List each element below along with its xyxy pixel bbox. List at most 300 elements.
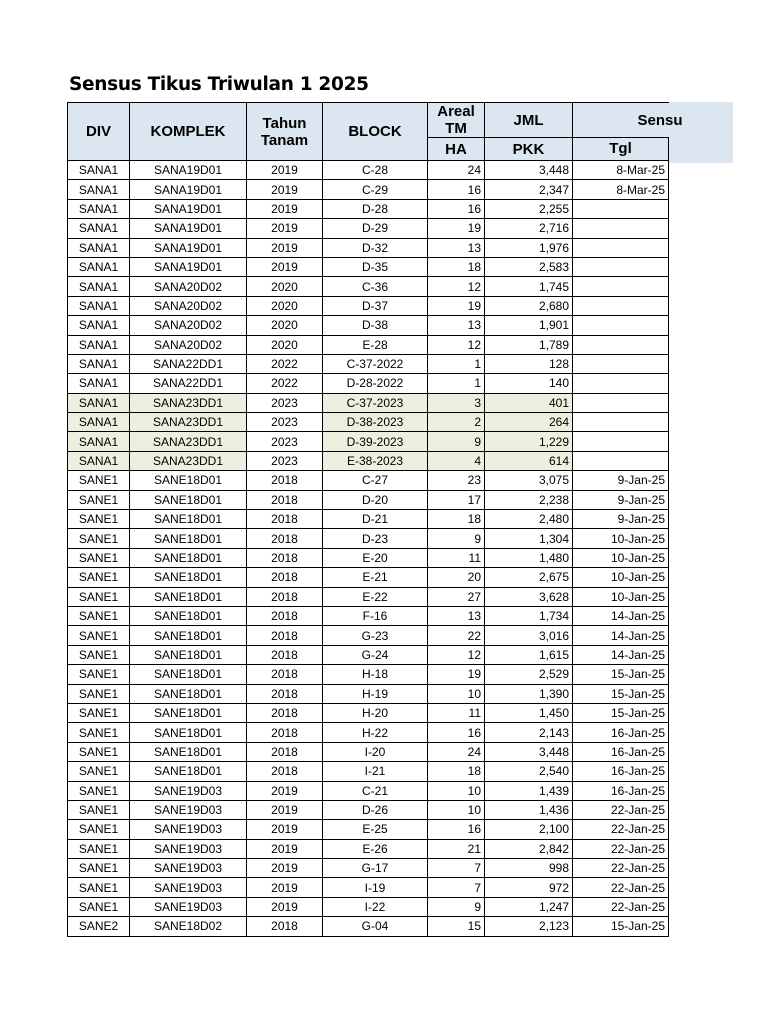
- cell-ha[interactable]: 27: [428, 587, 485, 606]
- cell-ha[interactable]: 2: [428, 413, 485, 432]
- cell-komplek[interactable]: SANE19D03: [130, 820, 247, 839]
- cell-komplek[interactable]: SANE18D01: [130, 510, 247, 529]
- cell-tgl[interactable]: 9-Jan-25: [573, 510, 669, 529]
- cell-ha[interactable]: 11: [428, 548, 485, 567]
- cell-komplek[interactable]: SANE19D03: [130, 878, 247, 897]
- cell-tahun-tanam[interactable]: 2019: [247, 219, 323, 238]
- cell-div[interactable]: SANE1: [68, 490, 130, 509]
- cell-block[interactable]: D-28: [323, 199, 428, 218]
- cell-tahun-tanam[interactable]: 2019: [247, 859, 323, 878]
- cell-komplek[interactable]: SANE18D01: [130, 665, 247, 684]
- cell-ha[interactable]: 16: [428, 723, 485, 742]
- cell-tgl[interactable]: 16-Jan-25: [573, 762, 669, 781]
- cell-pkk[interactable]: 2,583: [485, 257, 573, 276]
- cell-tahun-tanam[interactable]: 2023: [247, 451, 323, 470]
- cell-pkk[interactable]: 1,745: [485, 277, 573, 296]
- cell-ha[interactable]: 10: [428, 800, 485, 819]
- cell-block[interactable]: G-23: [323, 626, 428, 645]
- table-row: [68, 432, 669, 451]
- cell-div[interactable]: SANE1: [68, 587, 130, 606]
- cell-pkk[interactable]: 2,480: [485, 510, 573, 529]
- cell-pkk[interactable]: 2,842: [485, 839, 573, 858]
- cell-div[interactable]: SANA1: [68, 393, 130, 412]
- cell-ha[interactable]: 10: [428, 684, 485, 703]
- cell-tahun-tanam[interactable]: 2018: [247, 703, 323, 722]
- cell-komplek[interactable]: SANE19D03: [130, 839, 247, 858]
- cell-pkk[interactable]: 1,976: [485, 238, 573, 257]
- cell-block[interactable]: F-16: [323, 606, 428, 625]
- cell-pkk[interactable]: 998: [485, 859, 573, 878]
- cell-pkk[interactable]: 1,229: [485, 432, 573, 451]
- cell-komplek[interactable]: SANE18D01: [130, 606, 247, 625]
- cell-div[interactable]: SANE1: [68, 878, 130, 897]
- cell-komplek[interactable]: SANA22DD1: [130, 354, 247, 373]
- cell-pkk[interactable]: 2,540: [485, 762, 573, 781]
- cell-ha[interactable]: 19: [428, 219, 485, 238]
- cell-komplek[interactable]: SANE18D01: [130, 742, 247, 761]
- table-row: [68, 277, 669, 296]
- cell-tgl[interactable]: 16-Jan-25: [573, 781, 669, 800]
- cell-div[interactable]: SANE1: [68, 684, 130, 703]
- cell-div[interactable]: SANE1: [68, 645, 130, 664]
- cell-tahun-tanam[interactable]: 2019: [247, 161, 323, 180]
- cell-tahun-tanam[interactable]: 2022: [247, 354, 323, 373]
- header-pkk[interactable]: PKK: [485, 138, 573, 161]
- cell-komplek[interactable]: SANA19D01: [130, 238, 247, 257]
- cell-block[interactable]: D-38: [323, 316, 428, 335]
- cell-div[interactable]: SANA1: [68, 277, 130, 296]
- cell-tgl[interactable]: [573, 451, 669, 470]
- cell-tgl[interactable]: 22-Jan-25: [573, 859, 669, 878]
- cell-block[interactable]: D-37: [323, 296, 428, 315]
- cell-block[interactable]: I-20: [323, 742, 428, 761]
- cell-tahun-tanam[interactable]: 2020: [247, 296, 323, 315]
- cell-tgl[interactable]: 15-Jan-25: [573, 684, 669, 703]
- cell-ha[interactable]: 13: [428, 238, 485, 257]
- cell-tahun-tanam[interactable]: 2018: [247, 762, 323, 781]
- cell-div[interactable]: SANA1: [68, 354, 130, 373]
- cell-div[interactable]: SANE1: [68, 471, 130, 490]
- cell-ha[interactable]: 12: [428, 277, 485, 296]
- cell-div[interactable]: SANA1: [68, 451, 130, 470]
- cell-block[interactable]: E-25: [323, 820, 428, 839]
- header-div[interactable]: DIV: [68, 103, 130, 161]
- cell-pkk[interactable]: 1,450: [485, 703, 573, 722]
- cell-ha[interactable]: 21: [428, 839, 485, 858]
- cell-tahun-tanam[interactable]: 2019: [247, 839, 323, 858]
- header-sensus[interactable]: Sensu: [573, 103, 669, 138]
- cell-pkk[interactable]: 1,901: [485, 316, 573, 335]
- header-tahun-tanam[interactable]: Tahun Tanam: [247, 103, 323, 161]
- cell-ha[interactable]: 12: [428, 645, 485, 664]
- cell-komplek[interactable]: SANE18D01: [130, 471, 247, 490]
- cell-komplek[interactable]: SANE18D01: [130, 626, 247, 645]
- cell-div[interactable]: SANE1: [68, 820, 130, 839]
- cell-block[interactable]: D-39-2023: [323, 432, 428, 451]
- header-tgl[interactable]: Tgl: [573, 138, 669, 161]
- cell-pkk[interactable]: 2,716: [485, 219, 573, 238]
- cell-pkk[interactable]: 140: [485, 374, 573, 393]
- cell-ha[interactable]: 16: [428, 180, 485, 199]
- cell-block[interactable]: D-20: [323, 490, 428, 509]
- cell-tgl[interactable]: 14-Jan-25: [573, 645, 669, 664]
- cell-div[interactable]: SANA1: [68, 374, 130, 393]
- cell-block[interactable]: H-22: [323, 723, 428, 742]
- cell-pkk[interactable]: 1,304: [485, 529, 573, 548]
- cell-div[interactable]: SANA1: [68, 219, 130, 238]
- cell-tgl[interactable]: 22-Jan-25: [573, 878, 669, 897]
- cell-block[interactable]: D-29: [323, 219, 428, 238]
- cell-div[interactable]: SANE1: [68, 800, 130, 819]
- cell-block[interactable]: C-37-2023: [323, 393, 428, 412]
- cell-tahun-tanam[interactable]: 2018: [247, 665, 323, 684]
- cell-ha[interactable]: 13: [428, 316, 485, 335]
- cell-pkk[interactable]: 264: [485, 413, 573, 432]
- cell-pkk[interactable]: 2,347: [485, 180, 573, 199]
- table-row: [68, 490, 669, 509]
- cell-pkk[interactable]: 128: [485, 354, 573, 373]
- cell-tgl[interactable]: [573, 374, 669, 393]
- cell-tgl[interactable]: 10-Jan-25: [573, 529, 669, 548]
- cell-tahun-tanam[interactable]: 2019: [247, 878, 323, 897]
- cell-pkk[interactable]: 3,448: [485, 161, 573, 180]
- cell-ha[interactable]: 7: [428, 859, 485, 878]
- cell-ha[interactable]: 1: [428, 354, 485, 373]
- cell-tgl[interactable]: [573, 393, 669, 412]
- cell-block[interactable]: E-38-2023: [323, 451, 428, 470]
- cell-block[interactable]: G-17: [323, 859, 428, 878]
- cell-komplek[interactable]: SANA23DD1: [130, 393, 247, 412]
- cell-komplek[interactable]: SANA22DD1: [130, 374, 247, 393]
- cell-block[interactable]: E-26: [323, 839, 428, 858]
- cell-pkk[interactable]: 1,439: [485, 781, 573, 800]
- cell-block[interactable]: D-28-2022: [323, 374, 428, 393]
- cell-komplek[interactable]: SANA23DD1: [130, 432, 247, 451]
- cell-ha[interactable]: 9: [428, 529, 485, 548]
- cell-tahun-tanam[interactable]: 2018: [247, 490, 323, 509]
- cell-ha[interactable]: 23: [428, 471, 485, 490]
- cell-tgl[interactable]: [573, 413, 669, 432]
- cell-pkk[interactable]: 2,143: [485, 723, 573, 742]
- cell-tahun-tanam[interactable]: 2019: [247, 180, 323, 199]
- cell-tgl[interactable]: 14-Jan-25: [573, 626, 669, 645]
- cell-div[interactable]: SANA1: [68, 257, 130, 276]
- cell-tgl[interactable]: 22-Jan-25: [573, 897, 669, 916]
- cell-tahun-tanam[interactable]: 2018: [247, 510, 323, 529]
- cell-tahun-tanam[interactable]: 2018: [247, 587, 323, 606]
- cell-block[interactable]: C-36: [323, 277, 428, 296]
- cell-pkk[interactable]: 972: [485, 878, 573, 897]
- cell-tahun-tanam[interactable]: 2020: [247, 335, 323, 354]
- header-ha[interactable]: HA: [428, 138, 485, 161]
- cell-tgl[interactable]: 15-Jan-25: [573, 917, 669, 936]
- cell-block[interactable]: E-22: [323, 587, 428, 606]
- cell-tahun-tanam[interactable]: 2018: [247, 723, 323, 742]
- cell-tgl[interactable]: [573, 219, 669, 238]
- table-row: [68, 684, 669, 703]
- cell-tgl[interactable]: 8-Mar-25: [573, 180, 669, 199]
- cell-block[interactable]: I-22: [323, 897, 428, 916]
- table-row: [68, 703, 669, 722]
- cell-pkk[interactable]: 1,615: [485, 645, 573, 664]
- cell-tahun-tanam[interactable]: 2023: [247, 413, 323, 432]
- cell-block[interactable]: G-24: [323, 645, 428, 664]
- cell-komplek[interactable]: SANA19D01: [130, 199, 247, 218]
- cell-block[interactable]: H-20: [323, 703, 428, 722]
- cell-pkk[interactable]: 1,734: [485, 606, 573, 625]
- cell-tahun-tanam[interactable]: 2023: [247, 432, 323, 451]
- cell-block[interactable]: C-28: [323, 161, 428, 180]
- cell-ha[interactable]: 24: [428, 742, 485, 761]
- cell-div[interactable]: SANA1: [68, 180, 130, 199]
- cell-tgl[interactable]: 10-Jan-25: [573, 568, 669, 587]
- cell-block[interactable]: C-37-2022: [323, 354, 428, 373]
- cell-block[interactable]: D-23: [323, 529, 428, 548]
- cell-div[interactable]: SANA1: [68, 413, 130, 432]
- cell-pkk[interactable]: 2,529: [485, 665, 573, 684]
- cell-komplek[interactable]: SANE18D01: [130, 529, 247, 548]
- cell-div[interactable]: SANE1: [68, 897, 130, 916]
- cell-tahun-tanam[interactable]: 2018: [247, 626, 323, 645]
- cell-tgl[interactable]: 22-Jan-25: [573, 839, 669, 858]
- cell-komplek[interactable]: SANA20D02: [130, 277, 247, 296]
- cell-komplek[interactable]: SANA20D02: [130, 335, 247, 354]
- cell-komplek[interactable]: SANA19D01: [130, 180, 247, 199]
- table-row: [68, 374, 669, 393]
- cell-div[interactable]: SANA1: [68, 238, 130, 257]
- cell-ha[interactable]: 9: [428, 432, 485, 451]
- cell-tgl[interactable]: 8-Mar-25: [573, 161, 669, 180]
- table-row: [68, 839, 669, 858]
- cell-komplek[interactable]: SANE18D01: [130, 762, 247, 781]
- cell-ha[interactable]: 1: [428, 374, 485, 393]
- cell-div[interactable]: SANE1: [68, 859, 130, 878]
- cell-komplek[interactable]: SANA23DD1: [130, 451, 247, 470]
- cell-tgl[interactable]: 10-Jan-25: [573, 587, 669, 606]
- cell-pkk[interactable]: 2,255: [485, 199, 573, 218]
- cell-ha[interactable]: 7: [428, 878, 485, 897]
- cell-tahun-tanam[interactable]: 2019: [247, 257, 323, 276]
- cell-pkk[interactable]: 1,390: [485, 684, 573, 703]
- cell-block[interactable]: D-26: [323, 800, 428, 819]
- cell-tgl[interactable]: [573, 354, 669, 373]
- cell-div[interactable]: SANE1: [68, 568, 130, 587]
- cell-block[interactable]: G-04: [323, 917, 428, 936]
- cell-ha[interactable]: 10: [428, 781, 485, 800]
- cell-div[interactable]: SANA1: [68, 161, 130, 180]
- cell-tgl[interactable]: [573, 296, 669, 315]
- cell-tgl[interactable]: [573, 277, 669, 296]
- cell-pkk[interactable]: 1,436: [485, 800, 573, 819]
- cell-tgl[interactable]: 10-Jan-25: [573, 548, 669, 567]
- cell-ha[interactable]: 9: [428, 897, 485, 916]
- cell-tahun-tanam[interactable]: 2018: [247, 645, 323, 664]
- cell-tahun-tanam[interactable]: 2019: [247, 781, 323, 800]
- cell-tahun-tanam[interactable]: 2019: [247, 820, 323, 839]
- cell-komplek[interactable]: SANA20D02: [130, 316, 247, 335]
- cell-ha[interactable]: 20: [428, 568, 485, 587]
- cell-div[interactable]: SANA1: [68, 335, 130, 354]
- cell-ha[interactable]: 19: [428, 296, 485, 315]
- cell-ha[interactable]: 12: [428, 335, 485, 354]
- cell-tgl[interactable]: [573, 199, 669, 218]
- cell-div[interactable]: SANA1: [68, 296, 130, 315]
- cell-tgl[interactable]: [573, 257, 669, 276]
- cell-pkk[interactable]: 3,016: [485, 626, 573, 645]
- cell-tahun-tanam[interactable]: 2023: [247, 393, 323, 412]
- header-komplek[interactable]: KOMPLEK: [130, 103, 247, 161]
- cell-pkk[interactable]: 1,789: [485, 335, 573, 354]
- cell-tahun-tanam[interactable]: 2018: [247, 548, 323, 567]
- cell-tgl[interactable]: 16-Jan-25: [573, 723, 669, 742]
- cell-komplek[interactable]: SANA19D01: [130, 257, 247, 276]
- cell-block[interactable]: E-20: [323, 548, 428, 567]
- cell-komplek[interactable]: SANE18D01: [130, 723, 247, 742]
- header-block[interactable]: BLOCK: [323, 103, 428, 161]
- cell-block[interactable]: H-18: [323, 665, 428, 684]
- cell-div[interactable]: SANE1: [68, 839, 130, 858]
- cell-komplek[interactable]: SANE18D01: [130, 568, 247, 587]
- cell-komplek[interactable]: SANE18D01: [130, 587, 247, 606]
- cell-ha[interactable]: 16: [428, 199, 485, 218]
- cell-ha[interactable]: 18: [428, 257, 485, 276]
- cell-pkk[interactable]: 2,123: [485, 917, 573, 936]
- cell-div[interactable]: SANA1: [68, 432, 130, 451]
- cell-div[interactable]: SANE1: [68, 703, 130, 722]
- cell-komplek[interactable]: SANA20D02: [130, 296, 247, 315]
- cell-tahun-tanam[interactable]: 2019: [247, 199, 323, 218]
- cell-komplek[interactable]: SANA19D01: [130, 219, 247, 238]
- cell-ha[interactable]: 13: [428, 606, 485, 625]
- cell-tahun-tanam[interactable]: 2019: [247, 800, 323, 819]
- table-row: [68, 529, 669, 548]
- header-areal-tm[interactable]: Areal TM: [428, 103, 485, 138]
- cell-tgl[interactable]: 15-Jan-25: [573, 665, 669, 684]
- cell-block[interactable]: E-28: [323, 335, 428, 354]
- cell-div[interactable]: SANE1: [68, 781, 130, 800]
- cell-pkk[interactable]: 2,100: [485, 820, 573, 839]
- cell-block[interactable]: H-19: [323, 684, 428, 703]
- cell-pkk[interactable]: 614: [485, 451, 573, 470]
- cell-tgl[interactable]: 9-Jan-25: [573, 471, 669, 490]
- cell-block[interactable]: E-21: [323, 568, 428, 587]
- cell-tahun-tanam[interactable]: 2018: [247, 471, 323, 490]
- cell-komplek[interactable]: SANE18D01: [130, 645, 247, 664]
- cell-div[interactable]: SANA1: [68, 316, 130, 335]
- cell-ha[interactable]: 18: [428, 510, 485, 529]
- cell-pkk[interactable]: 3,075: [485, 471, 573, 490]
- cell-block[interactable]: C-21: [323, 781, 428, 800]
- cell-div[interactable]: SANE1: [68, 529, 130, 548]
- cell-div[interactable]: SANE1: [68, 723, 130, 742]
- cell-tahun-tanam[interactable]: 2018: [247, 917, 323, 936]
- cell-pkk[interactable]: 2,238: [485, 490, 573, 509]
- sheet-title: Sensus Tikus Triwulan 1 2025: [69, 74, 369, 95]
- cell-ha[interactable]: 22: [428, 626, 485, 645]
- cell-block[interactable]: C-27: [323, 471, 428, 490]
- cell-div[interactable]: SANE1: [68, 665, 130, 684]
- header-jml[interactable]: JML: [485, 103, 573, 138]
- cell-tahun-tanam[interactable]: 2018: [247, 568, 323, 587]
- cell-tahun-tanam[interactable]: 2018: [247, 684, 323, 703]
- cell-div[interactable]: SANE1: [68, 626, 130, 645]
- cell-ha[interactable]: 24: [428, 161, 485, 180]
- cell-tgl[interactable]: 9-Jan-25: [573, 490, 669, 509]
- cell-ha[interactable]: 18: [428, 762, 485, 781]
- cell-tgl[interactable]: 16-Jan-25: [573, 742, 669, 761]
- cell-block[interactable]: I-19: [323, 878, 428, 897]
- cell-komplek[interactable]: SANE18D01: [130, 490, 247, 509]
- cell-tahun-tanam[interactable]: 2020: [247, 316, 323, 335]
- cell-tahun-tanam[interactable]: 2018: [247, 742, 323, 761]
- cell-tgl[interactable]: 15-Jan-25: [573, 703, 669, 722]
- cell-tahun-tanam[interactable]: 2019: [247, 897, 323, 916]
- cell-div[interactable]: SANE2: [68, 917, 130, 936]
- cell-ha[interactable]: 15: [428, 917, 485, 936]
- cell-block[interactable]: D-35: [323, 257, 428, 276]
- cell-tgl[interactable]: [573, 335, 669, 354]
- cell-tgl[interactable]: [573, 238, 669, 257]
- cell-tgl[interactable]: [573, 432, 669, 451]
- cell-pkk[interactable]: 3,628: [485, 587, 573, 606]
- cell-komplek[interactable]: SANE19D03: [130, 897, 247, 916]
- cell-komplek[interactable]: SANA19D01: [130, 161, 247, 180]
- cell-pkk[interactable]: 2,675: [485, 568, 573, 587]
- cell-komplek[interactable]: SANE18D02: [130, 917, 247, 936]
- cell-tahun-tanam[interactable]: 2018: [247, 529, 323, 548]
- cell-komplek[interactable]: SANE19D03: [130, 781, 247, 800]
- cell-ha[interactable]: 17: [428, 490, 485, 509]
- cell-ha[interactable]: 19: [428, 665, 485, 684]
- cell-ha[interactable]: 3: [428, 393, 485, 412]
- cell-komplek[interactable]: SANE19D03: [130, 800, 247, 819]
- cell-pkk[interactable]: 3,448: [485, 742, 573, 761]
- cell-tgl[interactable]: 22-Jan-25: [573, 800, 669, 819]
- cell-komplek[interactable]: SANE18D01: [130, 548, 247, 567]
- cell-div[interactable]: SANE1: [68, 510, 130, 529]
- cell-pkk[interactable]: 401: [485, 393, 573, 412]
- cell-komplek[interactable]: SANE18D01: [130, 684, 247, 703]
- cell-div[interactable]: SANE1: [68, 606, 130, 625]
- cell-ha[interactable]: 16: [428, 820, 485, 839]
- cell-tahun-tanam[interactable]: 2019: [247, 238, 323, 257]
- cell-ha[interactable]: 4: [428, 451, 485, 470]
- cell-block[interactable]: D-32: [323, 238, 428, 257]
- cell-block[interactable]: C-29: [323, 180, 428, 199]
- cell-komplek[interactable]: SANA23DD1: [130, 413, 247, 432]
- cell-pkk[interactable]: 1,480: [485, 548, 573, 567]
- cell-tgl[interactable]: 14-Jan-25: [573, 606, 669, 625]
- cell-tgl[interactable]: 22-Jan-25: [573, 820, 669, 839]
- cell-komplek[interactable]: SANE19D03: [130, 859, 247, 878]
- cell-div[interactable]: SANE1: [68, 742, 130, 761]
- cell-komplek[interactable]: SANE18D01: [130, 703, 247, 722]
- cell-block[interactable]: D-38-2023: [323, 413, 428, 432]
- cell-div[interactable]: SANE1: [68, 762, 130, 781]
- cell-div[interactable]: SANA1: [68, 199, 130, 218]
- cell-tahun-tanam[interactable]: 2018: [247, 606, 323, 625]
- cell-pkk[interactable]: 2,680: [485, 296, 573, 315]
- cell-tgl[interactable]: [573, 316, 669, 335]
- cell-pkk[interactable]: 1,247: [485, 897, 573, 916]
- cell-ha[interactable]: 11: [428, 703, 485, 722]
- cell-div[interactable]: SANE1: [68, 548, 130, 567]
- table-row: [68, 548, 669, 567]
- cell-tahun-tanam[interactable]: 2022: [247, 374, 323, 393]
- cell-block[interactable]: I-21: [323, 762, 428, 781]
- cell-block[interactable]: D-21: [323, 510, 428, 529]
- cell-tahun-tanam[interactable]: 2020: [247, 277, 323, 296]
